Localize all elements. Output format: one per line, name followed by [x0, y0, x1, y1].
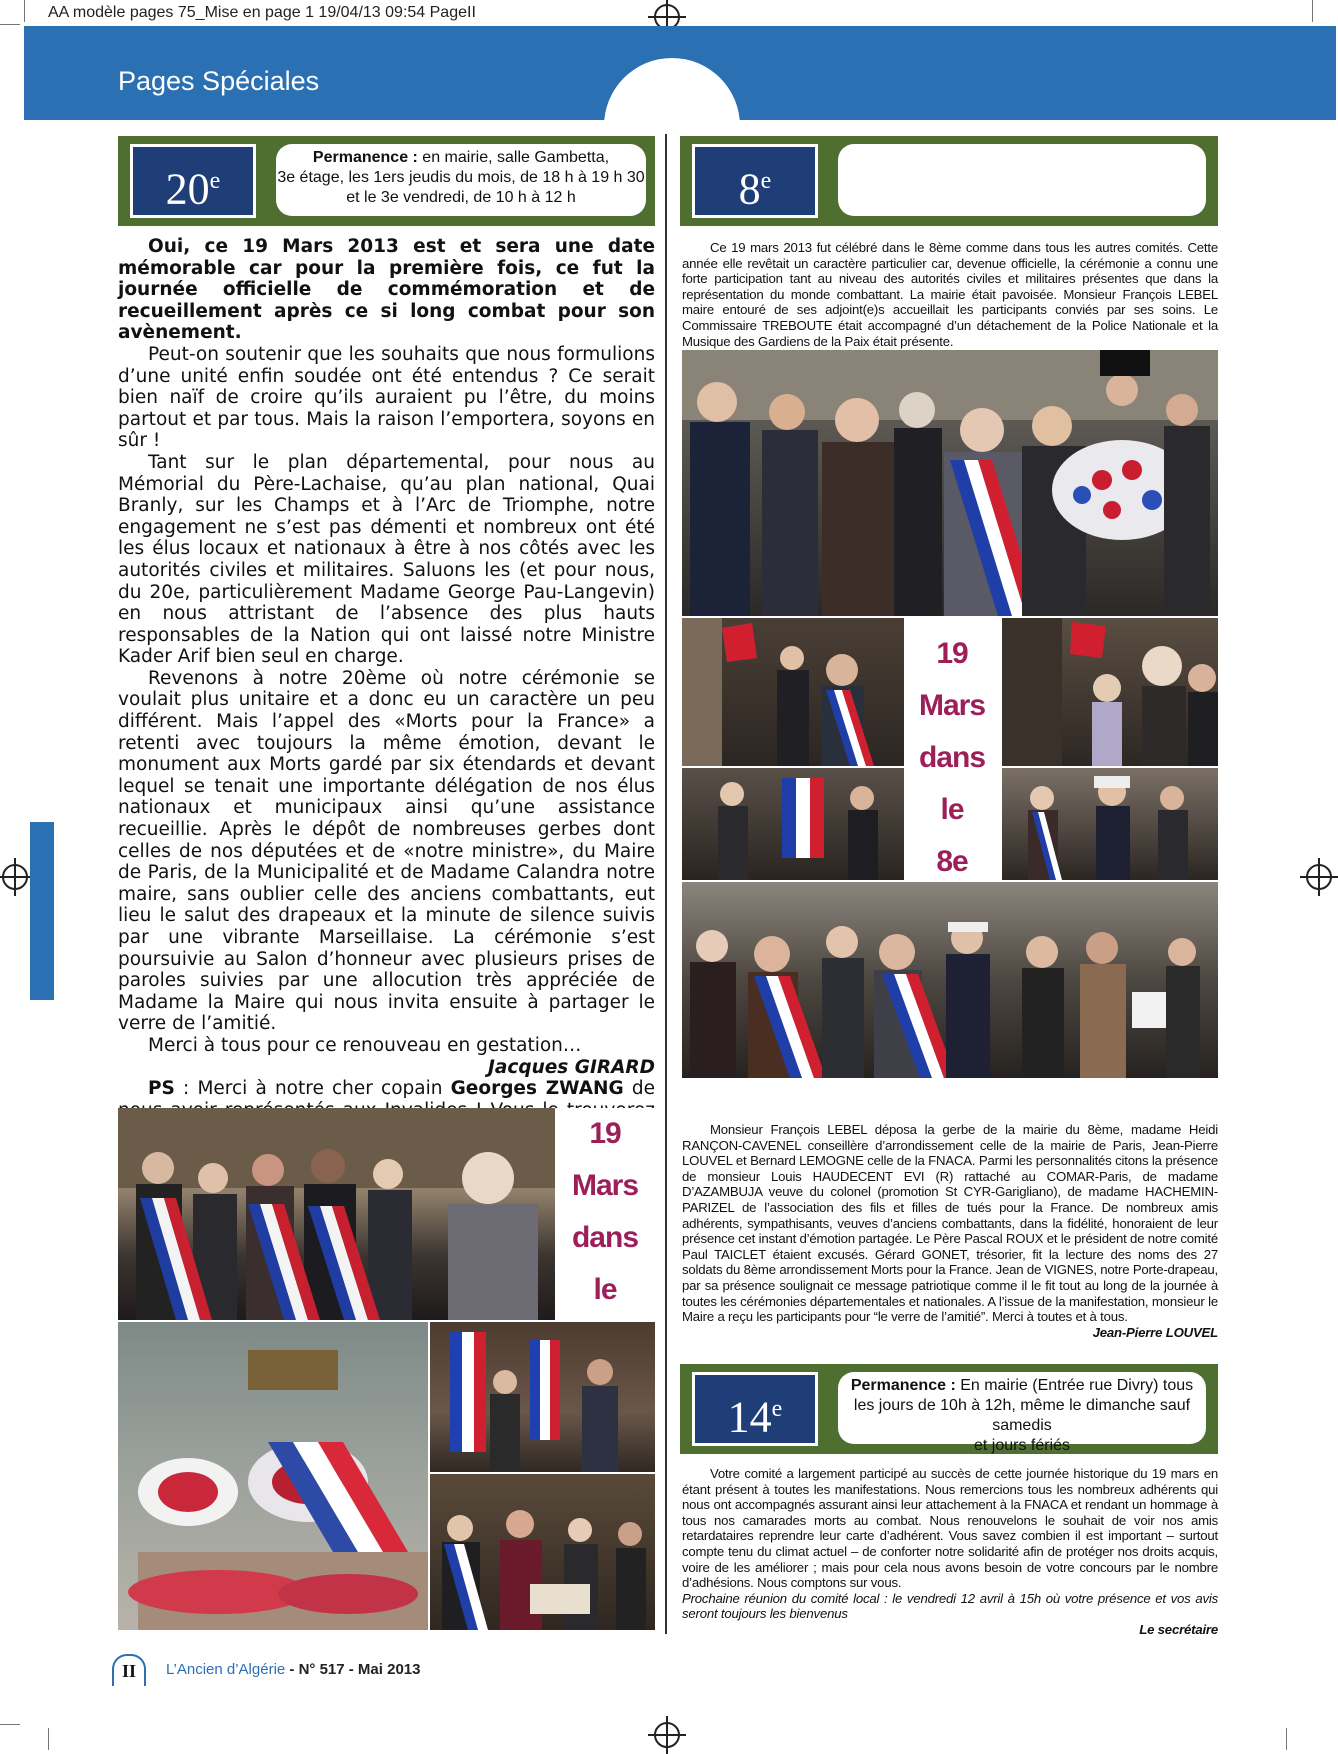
section-number: 8e — [692, 144, 818, 218]
article-paragraph: Revenons à notre 20ème où notre cérémonie se voulait plus unitaire et a donc eu un caractère un peu différent. Mais l’appel des «Morts pour la France» a retenti avec toujours la même émotion, devant le monument aux Morts gardé par six étendards et devant lequel se tenait une importante délégation de nos élus nationaux et municipaux ainsi qu’une assistance recueillie. Après le dépôt de nombreuses gerbes dont celles de nos députées et de «notre ministre», du Maire de Paris, de la Municipalité et de Madame Calandra notre maire, sans oublier celle des anciens combattants, eut lieu le salut des drapeaux et la minute de silence suivis par une vibrante Marseillaise. La cérémonie s’est poursuivie au Salon d’honneur avec plusieurs prises de paroles suivies par une allocution très appréciée de Madame la Maire qui nous invita ensuite à partager le verre de l’amitié. — [118, 667, 655, 1035]
trim-mark — [24, 0, 25, 22]
article-8-signature: Jean-Pierre LOUVEL — [1092, 1324, 1218, 1340]
photo-illustration — [682, 618, 904, 766]
caption-block-20 — [555, 1108, 655, 1320]
article-lead: Oui, ce 19 Mars 2013 est et sera une date mémorable car pour la première fois, ce fut la journée officielle de commémoration et de recueillement après ce si long combat pour son avènement. — [118, 236, 655, 344]
photo-8-flags — [682, 618, 904, 766]
photo-speech — [430, 1474, 655, 1630]
photo-ceremony-20-officials — [118, 1108, 555, 1320]
photo-ceremony-8-group — [682, 350, 1218, 616]
article-14-meeting: Prochaine réunion du comité local : le vendredi 12 avril à 15h où votre présence et vos avis seront toujours les bienvenus — [682, 1590, 1218, 1622]
article-8-body: Monsieur François LEBEL déposa la gerbe de la mairie du 8ème, madame Heidi RANÇON-CAVENEL conseillère d’arrondissement celle de la mairie de Paris, Jean-Pierre LOUVEL et Bernard LEMOGNE celle de la FNACA. Parmi les personnalités citons la présence de monsieur Louis HAUDECENT EVI (R) rattaché au COMAR-Paris, de madame D’AZAMBUJA veuve du colonel (promotion St CYR-Garigliano), de madame HACHEMIN-PARIZEL de l’association des fils et filles de tués pour la France. De nombreux amis adhérents, sympathisants, veuves d’anciens combattants, dans la fidélité, honoraient de leur présence cet instant d’émotion partagée. Le Père Pascal ROUX et le président de notre comité Paul TAICLET étaient excusés. Gérard GONET, trésorier, fit la lecture des noms des 27 soldats du 8ème arrondissement Morts pour la France. Jean de VIGNES, notre Porte-drapeau, par sa présence soulignait ce message patriotique comme il le fit tout au long de la journée à toutes les cérémonies départementales et nationales. A l’issue de la manifestation, monsieur le Maire a reçu les participants pour “le verre de l’amitié”. Merci à toutes et à tous. Jean-Pierre LOUVEL — [682, 1122, 1218, 1340]
photo-illustration — [430, 1474, 655, 1630]
trim-mark — [1286, 1728, 1287, 1750]
article-paragraph: Peut-on soutenir que les souhaits que nous formulions d’une unité enfin soudée ont été entendus ? Ce serait bien naïf de croire qu’ils auraient pu l’être, du moins partout et par tous. Mais la raison l’emportera, soyons en sûr ! — [118, 343, 655, 452]
side-tab — [30, 822, 54, 1000]
permanence-box: Permanence : en mairie, salle Gambetta, 3e étage, les 1ers jeudis du mois, de 18 h à 19 h 30 et le 3e vendredi, de 10 h à 12 h — [276, 144, 646, 216]
photo-illustration — [682, 768, 904, 880]
photo-illustration — [1002, 768, 1218, 880]
section-header-14 — [680, 1364, 1218, 1454]
footer-publication: L’Ancien d’Algérie - N° 517 - Mai 2013 — [166, 1661, 421, 1678]
trim-mark — [1312, 0, 1313, 22]
photo-wreaths — [118, 1322, 428, 1630]
section-header-20 — [118, 136, 655, 226]
crop-mark-icon — [654, 1722, 680, 1748]
photo-illustration — [682, 350, 1218, 616]
photo-caption-20: 19 Mars dans le — [571, 1117, 639, 1306]
permanence-box: Permanence : En mairie (Entrée rue Divry) tous les jours de 10h à 12h, même le dimanche sauf samedis et jours fériés — [838, 1372, 1206, 1444]
article-20 — [118, 236, 655, 1143]
crop-mark-icon — [1306, 864, 1332, 890]
article-14-signature: Le secrétaire — [1139, 1621, 1218, 1637]
article-ps: PS : Merci à notre cher copain Georges ZWANG de — [148, 1078, 655, 1100]
caption-block-8 — [904, 618, 1000, 880]
photo-illustration — [1002, 618, 1218, 766]
print-slug: AA modèle pages 75_Mise en page 1 19/04/13 09:54 PageII — [48, 4, 476, 21]
photo-caption-8: 19 Mars dans le 8e — [918, 637, 986, 878]
photo-illustration — [118, 1322, 428, 1630]
section-number: 20e — [130, 144, 256, 218]
column-divider — [665, 134, 667, 1634]
photo-8-officials — [1002, 768, 1218, 880]
photo-illustration — [682, 882, 1218, 1078]
article-14-body: Votre comité a largement participé au succès de cette journée historique du 19 mars en étant présent à toutes les manifestations. Nous remercions tous les nombreux adhérents qui nous ont accompagnés assurant ainsi leur attachement à la FNACA et rendant un hommage à tous nos camarades morts au combat. Nous renouvelons le souhait de voir nos amis retardataires reprendre leur carte d’adhérent. Vous savez combien il est important – surtout compte tenu du climat actuel – de conforter notre solidarité afin de protéger nos droits acquis, voire de les améliorer ; mais pour cela nous avons besoin de votre concours par le nombre d’adhésions. Nous comptons sur vous. Prochaine réunion du comité local : le vendredi 12 avril à 15h où votre présence et vos avis seront toujours les bienvenus Le secrétaire — [682, 1466, 1218, 1637]
permanence-box-empty — [838, 144, 1206, 216]
article-paragraph: Tant sur le plan départemental, pour nous au Mémorial du Père-Lachaise, qu’au plan national, Quai Branly, sur les Champs et à l’Arc de Triomphe, notre engagement ne s’est pas démenti et nombreux ont été les élus locaux et nationaux à être à nos côtés avec les autorités civiles et militaires. Saluons les (et pour nous, du 20e, particulièrement Madame George Pau-Langevin) en nous attristant de l’absence des plus hauts responsables de la Nation qui ont laissé notre Ministre Kader Arif bien seul en charge. — [118, 451, 655, 668]
trim-mark — [48, 1728, 49, 1750]
article-paragraph: Merci à tous pour ce renouveau en gestation… — [148, 1034, 582, 1056]
photo-8-standard-bearers — [682, 768, 904, 880]
section-header-8 — [680, 136, 1218, 226]
photo-illustration — [430, 1322, 655, 1472]
page-title: Pages Spéciales — [118, 66, 320, 96]
page-number-tab: II — [112, 1654, 146, 1686]
photo-flags — [430, 1322, 655, 1472]
article-8-intro: Ce 19 mars 2013 fut célébré dans le 8ème comme dans tous les autres comités. Cette année elle revêtait un caractère particulier car, devenue officielle, la cérémonie a connu une forte participation tant au niveau des autorités civiles et militaires présentes que dans la représentation du monde combattant. La mairie était pavoisée. Monsieur François LEBEL maire entouré de ses adjoint(e)s accueillait les participants conviés par ses soins. Le Commissaire TREBOUTE était accompagné d’un détachement de la Police Nationale et la Musique des Gardiens de la Paix était présente. — [682, 240, 1218, 349]
trim-mark — [0, 1724, 20, 1725]
photo-illustration — [118, 1108, 555, 1320]
photo-8-speaker — [1002, 618, 1218, 766]
section-number: 14e — [692, 1372, 818, 1446]
photo-8-line — [682, 882, 1218, 1078]
crop-mark-icon — [2, 864, 28, 890]
trim-mark — [0, 24, 20, 25]
article-signature: Jacques GIRARD — [488, 1056, 655, 1078]
